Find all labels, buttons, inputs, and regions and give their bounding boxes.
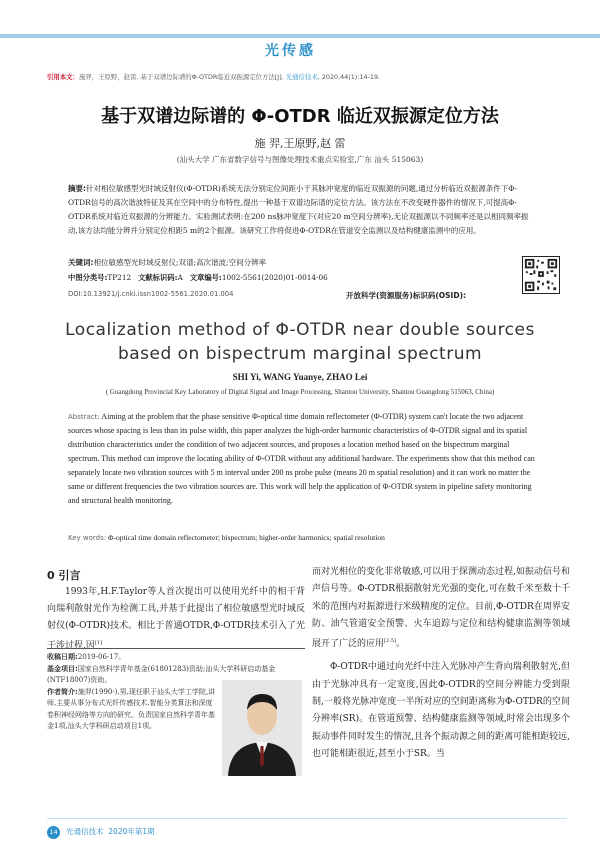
abstract-cn-label: 摘要: — [68, 184, 86, 193]
abstract-cn-text: 针对相位敏感型光时域反射仪(Φ-OTDR)系统无法分别定位间距小于其脉冲宽度的临近双振源的问题,通过分析临近双振源条件下Φ-OTDR信号的高次谐波特征及其在空间中的分布特性,提出一种基于双谱边际谱的定位方法。该方法在不改变硬件器件的情况下,可提高Φ-OTDR系统对临近双振源的分辨能力。实验测试表明:在200 ns脉冲宽度下(对应20 m空间分辨率),无论双振源以不同频率还是以相同频率振动,该方法均能分辨并分别定位相距5 m的2个振源。该研究工作将促进Φ-OTDR在管道安全监测以及结构健康监测中的应用。 — [68, 184, 529, 235]
section-heading-intro: 0 引言 — [47, 569, 81, 582]
keywords-cn-label: 关键词: — [68, 258, 94, 267]
citation-label: 引用本文： — [47, 73, 79, 81]
fund-value: 国家自然科学青年基金(61801283)资助;汕头大学科研启动基金(NTF18007)资助。 — [47, 664, 276, 684]
osid-label: 开放科学(资源服务)标识码(OSID): — [346, 291, 467, 300]
abstract-en-label: Abstract: — [68, 413, 100, 421]
received-value: 2019-06-17。 — [77, 653, 126, 661]
footnote-author — [47, 687, 217, 733]
keywords-en-text: Φ-optical time domain reflectometer; bispectrum; higher-order harmonics; spatial resolution — [106, 533, 385, 542]
doc-label: 文献标识码: — [138, 273, 178, 282]
page-footer — [47, 826, 567, 840]
citation-authors: 施羿，王原野，赵雷 — [78, 73, 137, 81]
citation-issue: 2020,44(1):14-19. — [321, 73, 381, 81]
qr-code[interactable] — [522, 256, 560, 294]
affiliation-cn: (汕头大学 广东省数字信号与图像处理技术重点实验室,广东 汕头 515063) — [176, 155, 424, 164]
abstract-en-text: Aiming at the problem that the phase sensitive Φ-optical time domain reflectometer (Φ-OTDR) system can't locate the two adjacent sources whose spacing is less than its pulse width, this paper analyzes the high-order harmonic characteristics of Φ-OTDR signal and its spatial distribution characteristics under the condition of two adjacent sources, and proposes a location method based on the bispectrum marginal spectrum. This method can improve the locating ability of Φ-OTDR without any additional hardware. The experiments show that this method can separately locate two vibration sources with 5 m interval under 200 ns probe pulse (means 20 m spatial resolution) and it can work no matter the same or different frequencies the two vibration sources are. This work will help the application of Φ-OTDR system in pipeline safety monitoring and structural health monitoring. — [68, 412, 535, 505]
authors-en: SHI Yi, WANG Yuanye, ZHAO Lei — [232, 372, 368, 382]
classification-row — [68, 273, 398, 283]
footer-rule — [47, 818, 567, 819]
intro-paragraph-right-2 — [312, 659, 570, 763]
author-photo — [222, 680, 302, 776]
header-rule — [0, 34, 600, 38]
citation-article: 基于双谱边际谱的Φ-OTDR临近双振源定位方法[J]. — [140, 73, 284, 81]
id-label: 文章编号: — [189, 273, 222, 282]
abstract-en — [68, 410, 538, 508]
abstract-cn — [68, 182, 538, 238]
author-value: 施羿(1990-),男,现任职于汕头大学工学院,讲师,主要从事分布式光纤传感技术,智能分类算法和深度卷积神经网络等方向的研究。负责国家自然科学青年基金1项,汕头大学科研启动项目1项。 — [47, 687, 216, 730]
keywords-en-label: Key words: — [68, 534, 107, 542]
intro-left-ref: [1] — [94, 640, 102, 646]
section-title: 光传感 — [265, 43, 316, 59]
page-number: 14 — [47, 826, 60, 839]
clc-label: 中图分类号: — [68, 273, 108, 282]
fund-label: 基金项目: — [47, 664, 78, 673]
id-value: 1002-5561(2020)01-0014-06 — [221, 273, 328, 282]
citation: 引用本文：施羿，王原野，赵雷. 基于双谱边际谱的Φ-OTDR临近双振源定位方法[J]. 光通信技术, 2020,44(1):14-19. — [47, 73, 381, 81]
doc-value: A — [177, 273, 183, 282]
author-label: 作者简介: — [47, 687, 78, 696]
intro-right-p2-text: Φ-OTDR中通过向光纤中注入光脉冲产生背向瑞利散射光,但由于光脉冲具有一定宽度,因此Φ-OTDR的空间分辨能力受到限制,一般将光脉冲宽度一半所对应的空间距离称为Φ-OTDR的空间分辨率(SR)。在管道预警、结构健康监测等领域,时常会出现多个振动事件同时发生的情况,且各个振动源之间的距离可能相距较远,也可能相距很近,甚至小于SR。当 — [312, 662, 570, 759]
footer-issue: 2020年第1期 — [108, 827, 155, 836]
intro-paragraph-right-1 — [312, 564, 570, 653]
intro-right-p1-end: 。 — [395, 639, 405, 650]
doi[interactable]: DOI:10.13921/j.cnki.issn1002-5561.2020.01.004 — [68, 290, 234, 298]
received-label: 收稿日期: — [47, 653, 78, 661]
keywords-en — [68, 533, 538, 542]
intro-left-text: 1993年,H.F.Taylor等人首次提出可以使用光纤中的相干背向瑞利散射光作为检测工具,并基于此提出了相位敏感型光时域反射仪(Φ-OTDR)技术。相比于普通OTDR,Φ-OTDR技术引入了光干涉过程,因 — [47, 587, 305, 651]
affiliation-en: ( Guangdong Provincial Key Laboratory of Digital Signal and Image Processing, Shantou University, Shantou Guangdong 515063, China) — [105, 388, 495, 396]
intro-right-p1-text: 而对光相位的变化非常敏感,可以用于探测动态过程,如振动信号和声信号等。Φ-OTDR根据散射光光强的变化,可在数千米至数十千米的范围内对振源进行米级精度的定位。目前,Φ-OTDR在周界安防、油气管道安全预警、火车追踪与定位和结构健康监测等领域展开了广泛的应用 — [312, 567, 570, 650]
keywords-cn — [68, 257, 408, 268]
footnote-received — [47, 652, 305, 664]
intro-right-ref: [2-5] — [384, 638, 396, 645]
keywords-cn-text: 相位敏感型光时域反射仪;双谱;高次谐波;空间分辨率 — [93, 258, 267, 267]
authors-cn: 施 羿,王原野,赵 雷 — [254, 137, 346, 150]
intro-paragraph-left — [47, 584, 305, 655]
title-en: Localization method of Φ-OTDR near double sources based on bispectrum marginal spectrum — [65, 320, 535, 364]
title-cn: 基于双谱边际谱的 Φ-OTDR 临近双振源定位方法 — [101, 106, 499, 127]
body-column-left — [47, 584, 305, 655]
clc-value: TP212 — [107, 273, 132, 282]
body-column-right — [312, 564, 570, 763]
citation-journal: 光通信技术 — [285, 73, 318, 81]
footer-journal: 光通信技术 — [66, 827, 104, 836]
